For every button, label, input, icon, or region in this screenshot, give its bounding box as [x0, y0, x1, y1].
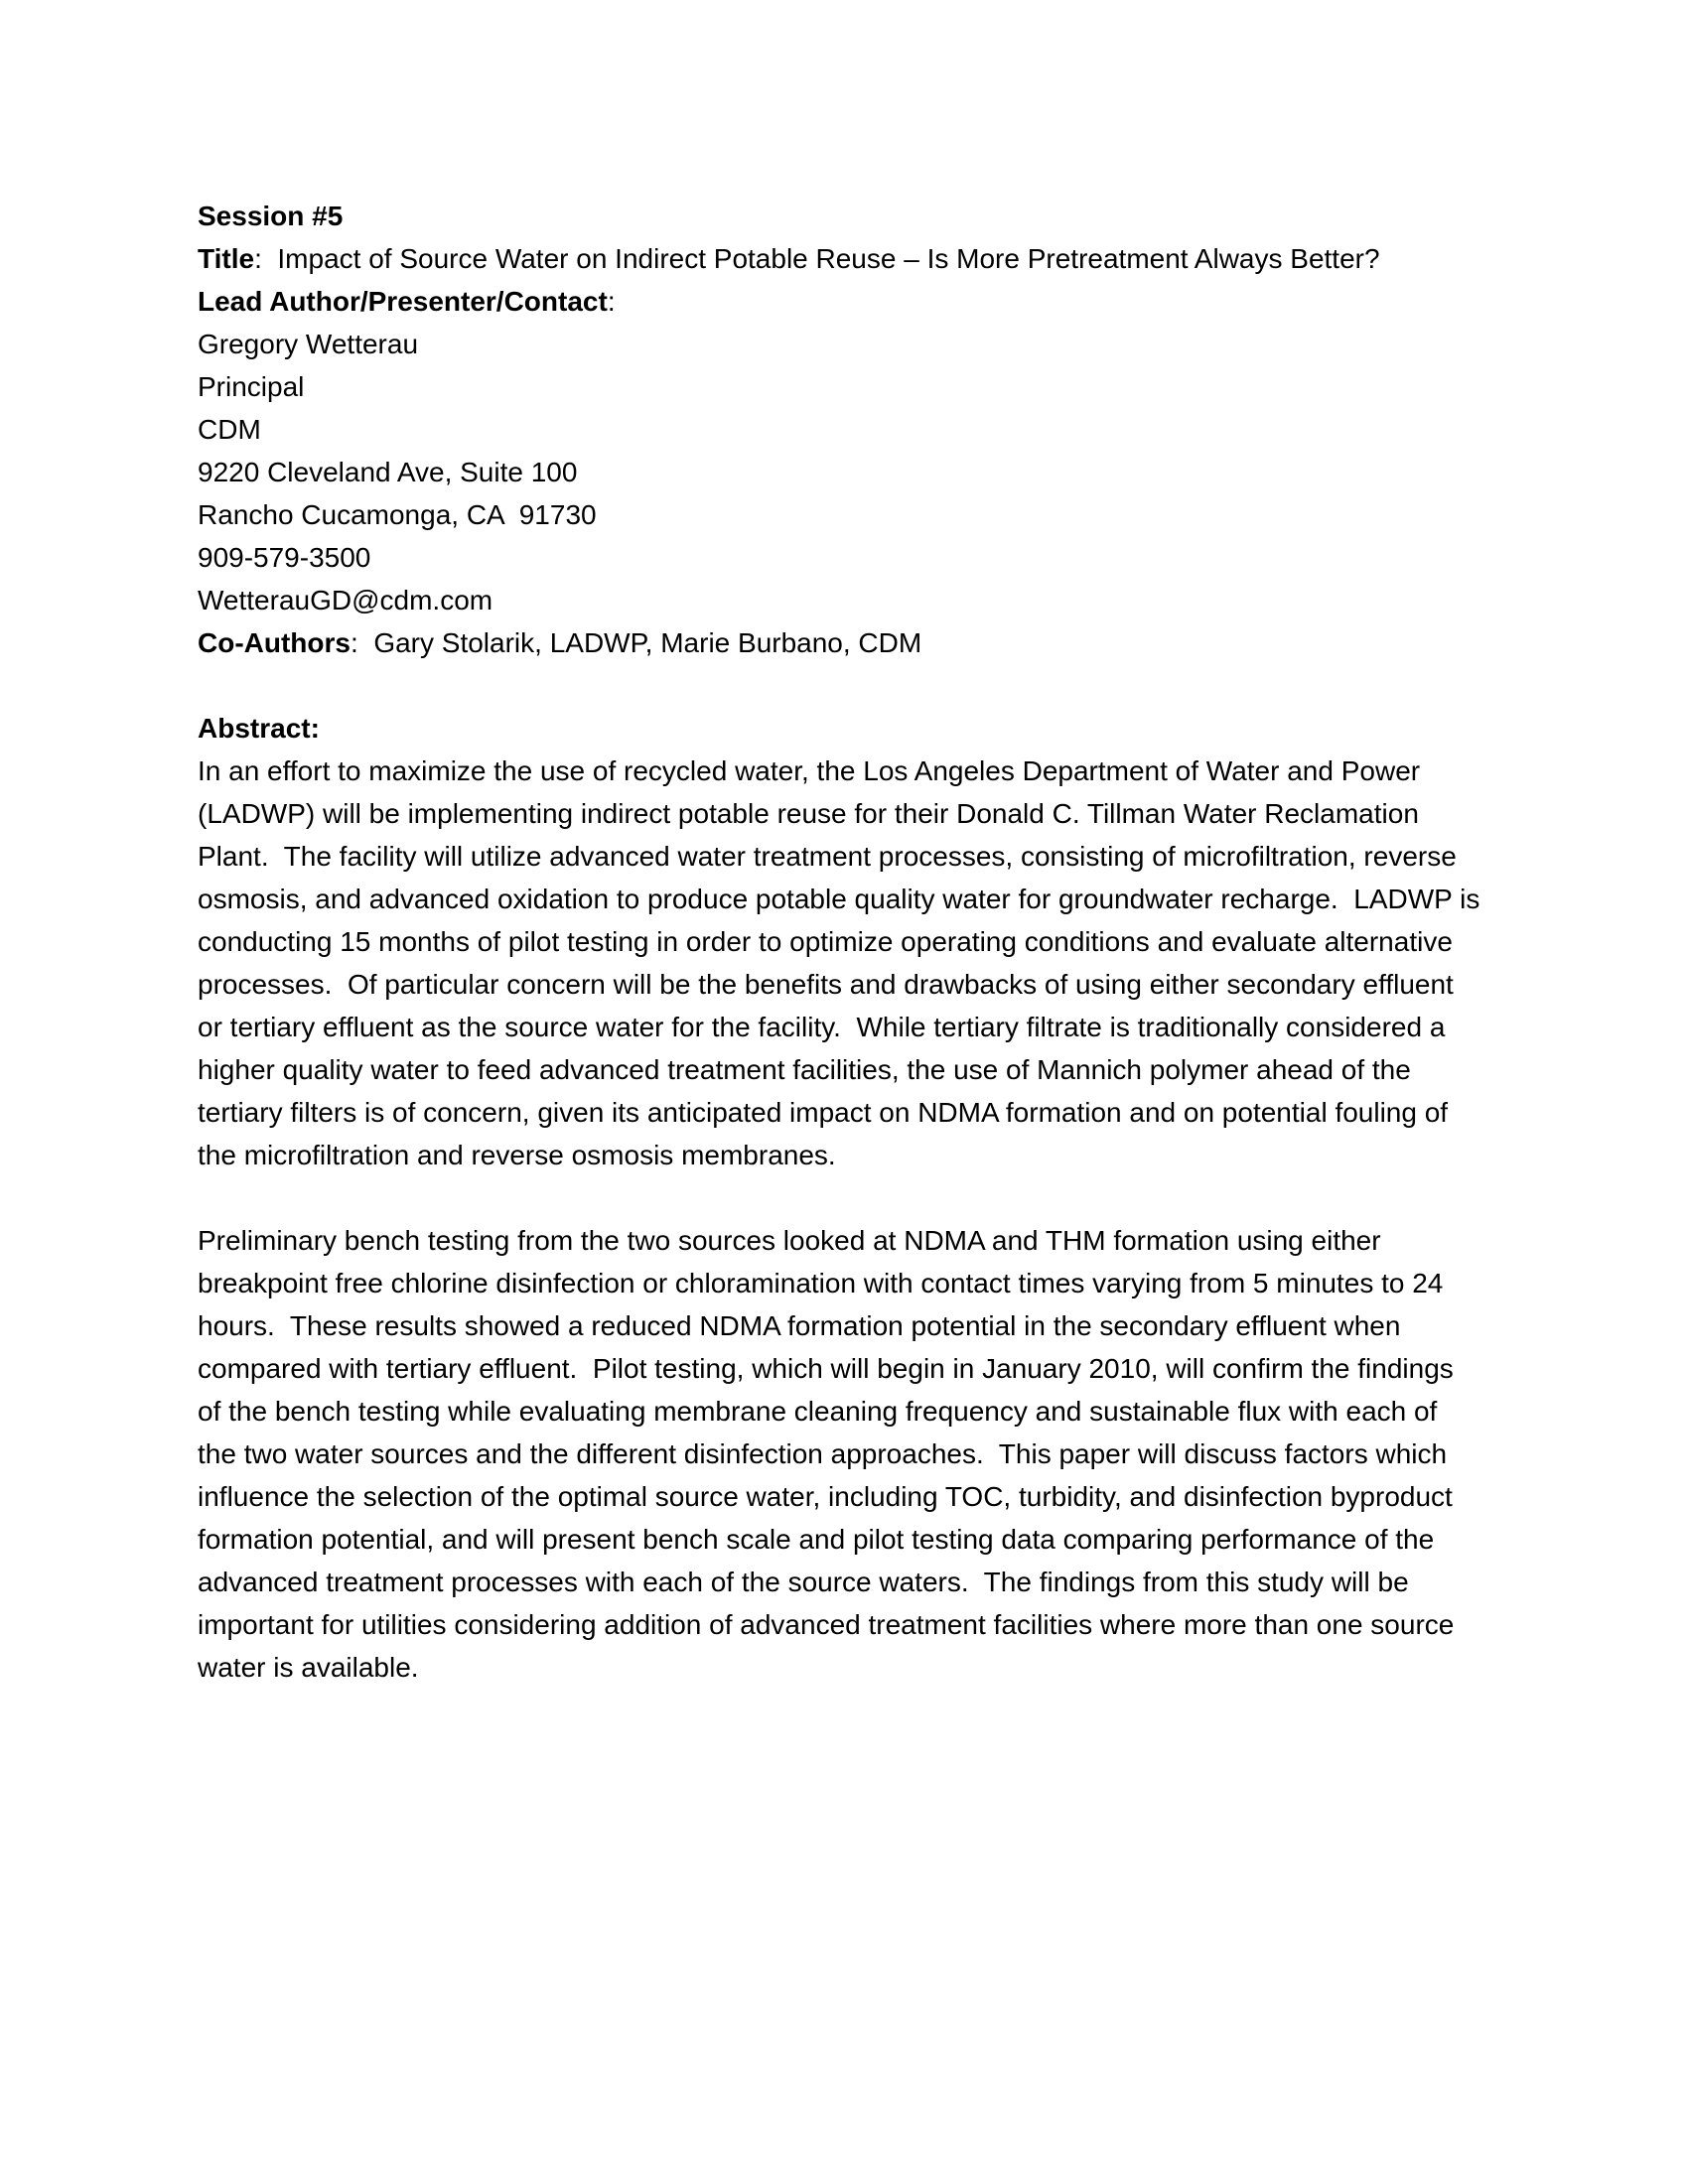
abstract-p2-line: the two water sources and the different disinfection approaches. This paper will discuss factors which	[198, 1438, 1448, 1469]
author-name-line: Gregory Wetterau	[198, 329, 419, 359]
coauthors-text: : Gary Stolarik, LADWP, Marie Burbano, CDM	[350, 627, 922, 658]
session-line	[198, 195, 1588, 237]
abstract-p2-line: important for utilities considering addition of advanced treatment facilities where more than one source	[198, 1609, 1455, 1640]
abstract-p2-line: formation potential, and will present bench scale and pilot testing data comparing performance of the	[198, 1524, 1435, 1555]
abstract-p1-line: (LADWP) will be implementing indirect potable reuse for their Donald C. Tillman Water Reclamation	[198, 798, 1419, 829]
abstract-document	[198, 195, 1588, 1689]
abstract-p1-line: In an effort to maximize the use of recycled water, the Los Angeles Department of Water and Power	[198, 755, 1421, 786]
author-title-line: Principal	[198, 371, 305, 402]
coauthors-label: Co-Authors	[198, 627, 351, 658]
abstract-p2-line: hours. These results showed a reduced NDMA formation potential in the secondary effluent when	[198, 1310, 1401, 1341]
abstract-p1-line: Plant. The facility will utilize advanced water treatment processes, consisting of microfiltration, reverse	[198, 841, 1457, 872]
abstract-p1-line: or tertiary effluent as the source water for the facility. While tertiary filtrate is traditionally considered a	[198, 1012, 1446, 1042]
abstract-p1-line: the microfiltration and reverse osmosis membranes.	[198, 1140, 836, 1170]
abstract-p2-line: compared with tertiary effluent. Pilot testing, which will begin in January 2010, will confirm the findings	[198, 1353, 1454, 1384]
abstract-p1-line: osmosis, and advanced oxidation to produce potable quality water for groundwater recharge. LADWP is	[198, 884, 1480, 914]
abstract-p2-line: breakpoint free chlorine disinfection or chloramination with contact times varying from 5 minutes to 24	[198, 1268, 1444, 1298]
coauthors-line	[198, 621, 1588, 664]
address-line: 9220 Cleveland Ave, Suite 100	[198, 457, 578, 487]
abstract-p1-line: higher quality water to feed advanced treatment facilities, the use of Mannich polymer ahead of the	[198, 1054, 1411, 1085]
city-state-zip-line: Rancho Cucamonga, CA 91730	[198, 499, 597, 530]
abstract-p2-line: Preliminary bench testing from the two sources looked at NDMA and THM formation using either	[198, 1225, 1381, 1256]
abstract-p2-line: water is available.	[198, 1652, 419, 1683]
blank-line	[198, 664, 1588, 707]
title-text: : Impact of Source Water on Indirect Potable Reuse – Is More Pretreatment Always Better?	[254, 243, 1380, 274]
abstract-p2-line: influence the selection of the optimal source water, including TOC, turbidity, and disinfection byproduct	[198, 1481, 1453, 1512]
abstract-p1-line: tertiary filters is of concern, given its anticipated impact on NDMA formation and on potential fouling of	[198, 1097, 1449, 1128]
title-label: Title	[198, 243, 255, 274]
lead-author-label: Lead Author/Presenter/Contact	[198, 286, 608, 317]
abstract-p2-line: advanced treatment processes with each of the source waters. The findings from this study will be	[198, 1567, 1409, 1597]
abstract-p1-line: processes. Of particular concern will be the benefits and drawbacks of using either secondary effluent	[198, 969, 1454, 1000]
company-line: CDM	[198, 414, 261, 445]
blank-line	[198, 1176, 1588, 1219]
abstract-heading: Abstract:	[198, 713, 320, 744]
session-label: Session #5	[198, 201, 344, 231]
abstract-p1-line: conducting 15 months of pilot testing in order to optimize operating conditions and evaluate alternative	[198, 926, 1453, 957]
lead-author-label-line: Lead Author/Presenter/Contact:	[198, 286, 616, 317]
phone-line: 909-579-3500	[198, 542, 371, 573]
title-line	[198, 237, 1588, 280]
abstract-p2-line: of the bench testing while evaluating membrane cleaning frequency and sustainable flux with each of	[198, 1396, 1438, 1427]
email-line: WetterauGD@cdm.com	[198, 585, 493, 615]
